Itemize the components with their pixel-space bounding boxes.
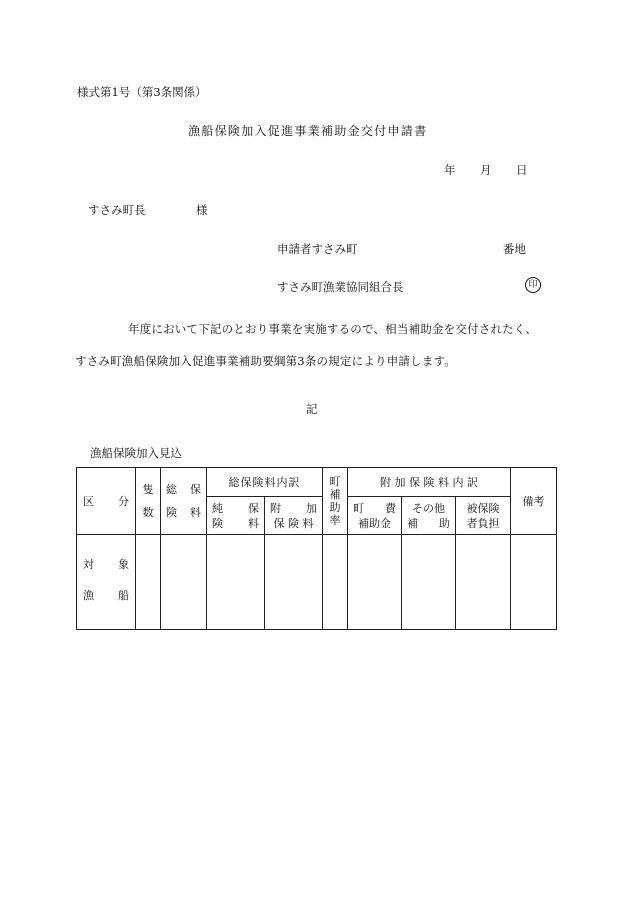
date-day-label: 日 [516,163,528,177]
row-label-target-vessel: 対 象 漁 船 [77,535,136,630]
body-text-line-1: 年度において下記のとおり事業を実施するので、相当補助金を交付されたく、 [128,322,538,336]
cell-town-subsidy-rate[interactable] [323,535,348,630]
header-total-premium: 総 保 険 料 [161,468,207,535]
insurance-application-table [76,467,557,630]
applicant-name-label: すさみ町漁業協同組合長 [277,280,404,294]
cell-insured-burden[interactable] [456,535,511,630]
body-text-line-2: すさみ町漁船保険加入促進事業補助要綱第3条の規定により申請します。 [75,354,456,368]
cell-other-subsidy[interactable] [402,535,456,630]
addressee-honorific: 様 [196,203,208,217]
applicant-banchi-label: 番地 [503,242,526,256]
ki-heading: 記 [306,402,318,416]
cell-remarks[interactable] [511,535,557,630]
cell-pure-premium[interactable] [207,535,265,630]
applicant-address-label: 申請者すさみ町 [277,242,358,256]
header-remarks: 備考 [511,468,557,535]
cell-sekisu[interactable] [136,535,161,630]
document-title: 漁船保険加入促進事業補助金交付申請書 [188,124,428,138]
header-town-subsidy-rate: 町補助率 [323,468,348,535]
header-kubun: 区 分 [77,468,136,535]
seal-icon: 印 [525,277,541,293]
header-additional-premium: 附 加 保 険 料 [265,497,323,535]
header-sekisu: 隻 数 [136,468,161,535]
header-pure-premium: 純 保 険 料 [207,497,265,535]
table-caption: 漁船保険加入見込 [90,446,182,460]
date-year-label: 年 [444,163,456,177]
cell-additional-premium[interactable] [265,535,323,630]
cell-town-cost-subsidy[interactable] [348,535,402,630]
date-month-label: 月 [480,163,492,177]
header-additional-breakdown: 附 加 保 険 料 内 訳 [348,468,511,497]
form-number-label: 様式第1号（第3条関係） [77,85,207,99]
header-other-subsidy: その他 補 助 [402,497,456,535]
addressee-name: すさみ町長 [88,203,146,217]
cell-total-premium[interactable] [161,535,207,630]
header-insured-burden: 被保険 者負担 [456,497,511,535]
header-premium-breakdown: 総保険料内訳 [207,468,323,497]
header-town-cost-subsidy: 町 費 補助金 [348,497,402,535]
